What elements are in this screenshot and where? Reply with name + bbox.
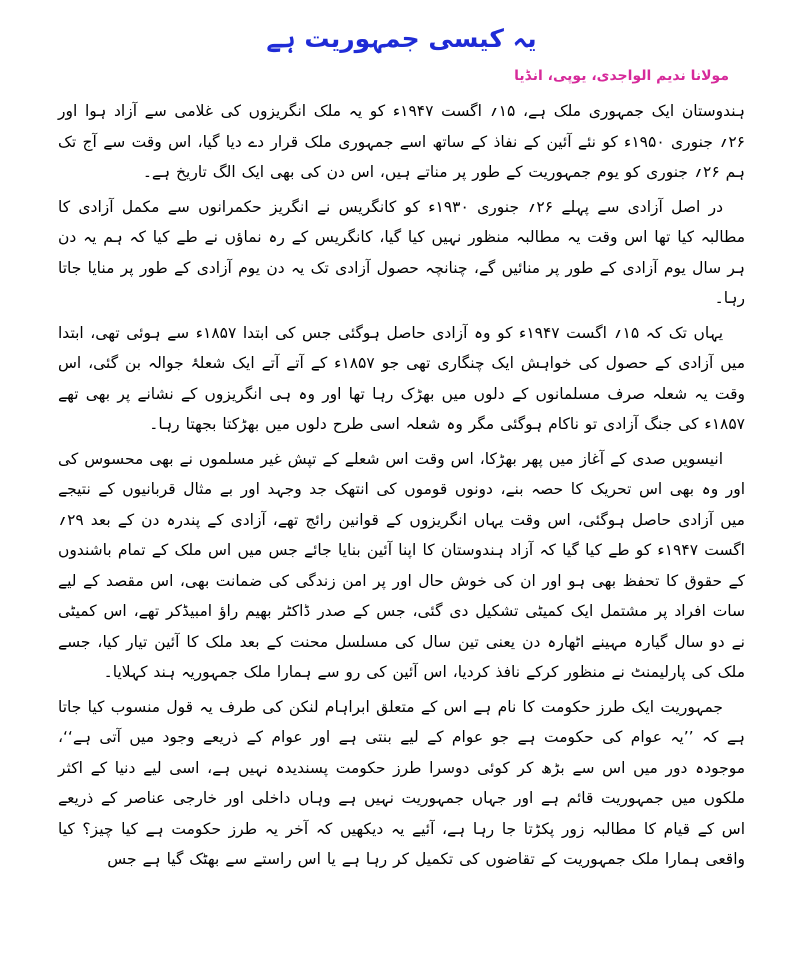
paragraph-3: یہاں تک کہ ۱۵؍ اگست ۱۹۴۷ء کو وہ آزادی حاصل ہوگئی جس کی ابتدا ۱۸۵۷ء سے ہوئی تھی، ابتدا میں آزادی کے حصول کی خواہش ایک چنگاری تھی جو ۱۸۵۷ء کے آتے آتے ایک شعلۂ جوالہ بن گئی، اس وقت یہ شعلہ صرف مسلمانوں کے دلوں میں بھڑک رہا تھا اور وہ ہی انگریزوں کے نشانے پر بھی تھے ۱۸۵۷ء کی جنگ آزادی تو ناکام ہوگئی مگر وہ شعلہ اسی طرح دلوں میں بھڑکتا بجھتا رہا۔ <box>58 323 745 433</box>
paragraph-4: انیسویں صدی کے آغاز میں پھر بھڑکا، اس وقت اس شعلے کے تپش غیر مسلموں نے بھی محسوس کی اور وہ بھی اس تحریک کا حصہ بنے، دونوں قوموں کی انتھک جد وجہد اور بے مثال قربانیوں کے نتیجے میں آزادی حاصل ہوگئی، اس وقت یہاں انگریزوں کے قوانین رائج تھے، آزادی کے پندرہ دن کے بعد ۲۹؍ اگست ۱۹۴۷ء کو طے کیا گیا کہ آزاد ہندوستان کا اپنا آئین بنایا جائے جس میں اس ملک کے تمام باشندوں کے حقوق کا تحفظ بھی ہو اور ان کی خوش حال اور پر امن زندگی کی ضمانت بھی، اس مقصد کے لیے سات افراد پر مشتمل ایک کمیٹی تشکیل دی گئی، جس کے صدر ڈاکٹر بھیم راؤ امبیڈکر تھے، اس کمیٹی نے دو سال گیارہ مہینے اٹھارہ دن یعنی تین سال کی مسلسل محنت کے بعد ملک کا آئین تیار کیا، جسے ملک کی پارلیمنٹ نے منظور کرکے نافذ کردیا، اس آئین کی رو سے ہمارا ملک جمہوریہ ہند کہلایا۔ <box>58 449 745 681</box>
article-title: یہ کیسی جمہوریت ہے <box>266 24 537 53</box>
paragraph-1: ہندوستان ایک جمہوری ملک ہے، ۱۵؍ اگست ۱۹۴۷ء کو یہ ملک انگریزوں کی غلامی سے آزاد ہوا اور ۲۶؍ جنوری ۱۹۵۰ء کو نئے آئین کے نفاذ کے ساتھ اسے جمہوری ملک قرار دے دیا گیا، اس وقت سے آج تک ہم ۲۶؍ جنوری کو یوم جمہوریت کے طور پر مناتے ہیں، اس دن کی بھی ایک الگ تاریخ ہے۔ <box>58 102 745 181</box>
author-byline: مولانا ندیم الواجدی، یوپی، انڈیا <box>514 68 729 84</box>
paragraph-5: جمہوریت ایک طرز حکومت کا نام ہے اس کے متعلق ابراہام لنکن کی طرف یہ قول منسوب کیا جاتا ہے کہ ’’یہ عوام کی حکومت ہے جو عوام کے لیے بنتی ہے اور عوام کے ذریعے وجود میں آتی ہے‘‘، موجودہ دور میں اس سے بڑھ کر کوئی دوسرا طرز حکومت پسندیدہ نہیں ہے، اسی لیے دنیا کے اکثر ملکوں میں جمہوریت قائم ہے اور جہاں جمہوریت نہیں ہے وہاں داخلی اور خارجی عناصر کے ذریعے اس کے قیام کا مطالبہ زور پکڑتا جا رہا ہے، آئیے یہ دیکھیں کہ آخر یہ طرز حکومت ہے کیا چیز؟ کیا واقعی ہمارا ملک جمہوریت کے تقاضوں کی تکمیل کر رہا ہے یا اس راستے سے بھٹک گیا ہے جس <box>58 697 745 868</box>
paragraph-2: در اصل آزادی سے پہلے ۲۶؍ جنوری ۱۹۳۰ء کو کانگریس نے انگریز حکمرانوں سے مکمل آزادی کا مطالبہ کیا تھا اس وقت یہ مطالبہ منظور نہیں کیا گیا، کانگریس کے رہ نماؤں نے طے کیا کہ ہم یہ دن ہر سال یوم آزادی کے طور پر منائیں گے، چنانچہ حصول آزادی تک یہ دن یوم آزادی کے طور پر منایا جاتا رہا۔ <box>58 197 745 307</box>
